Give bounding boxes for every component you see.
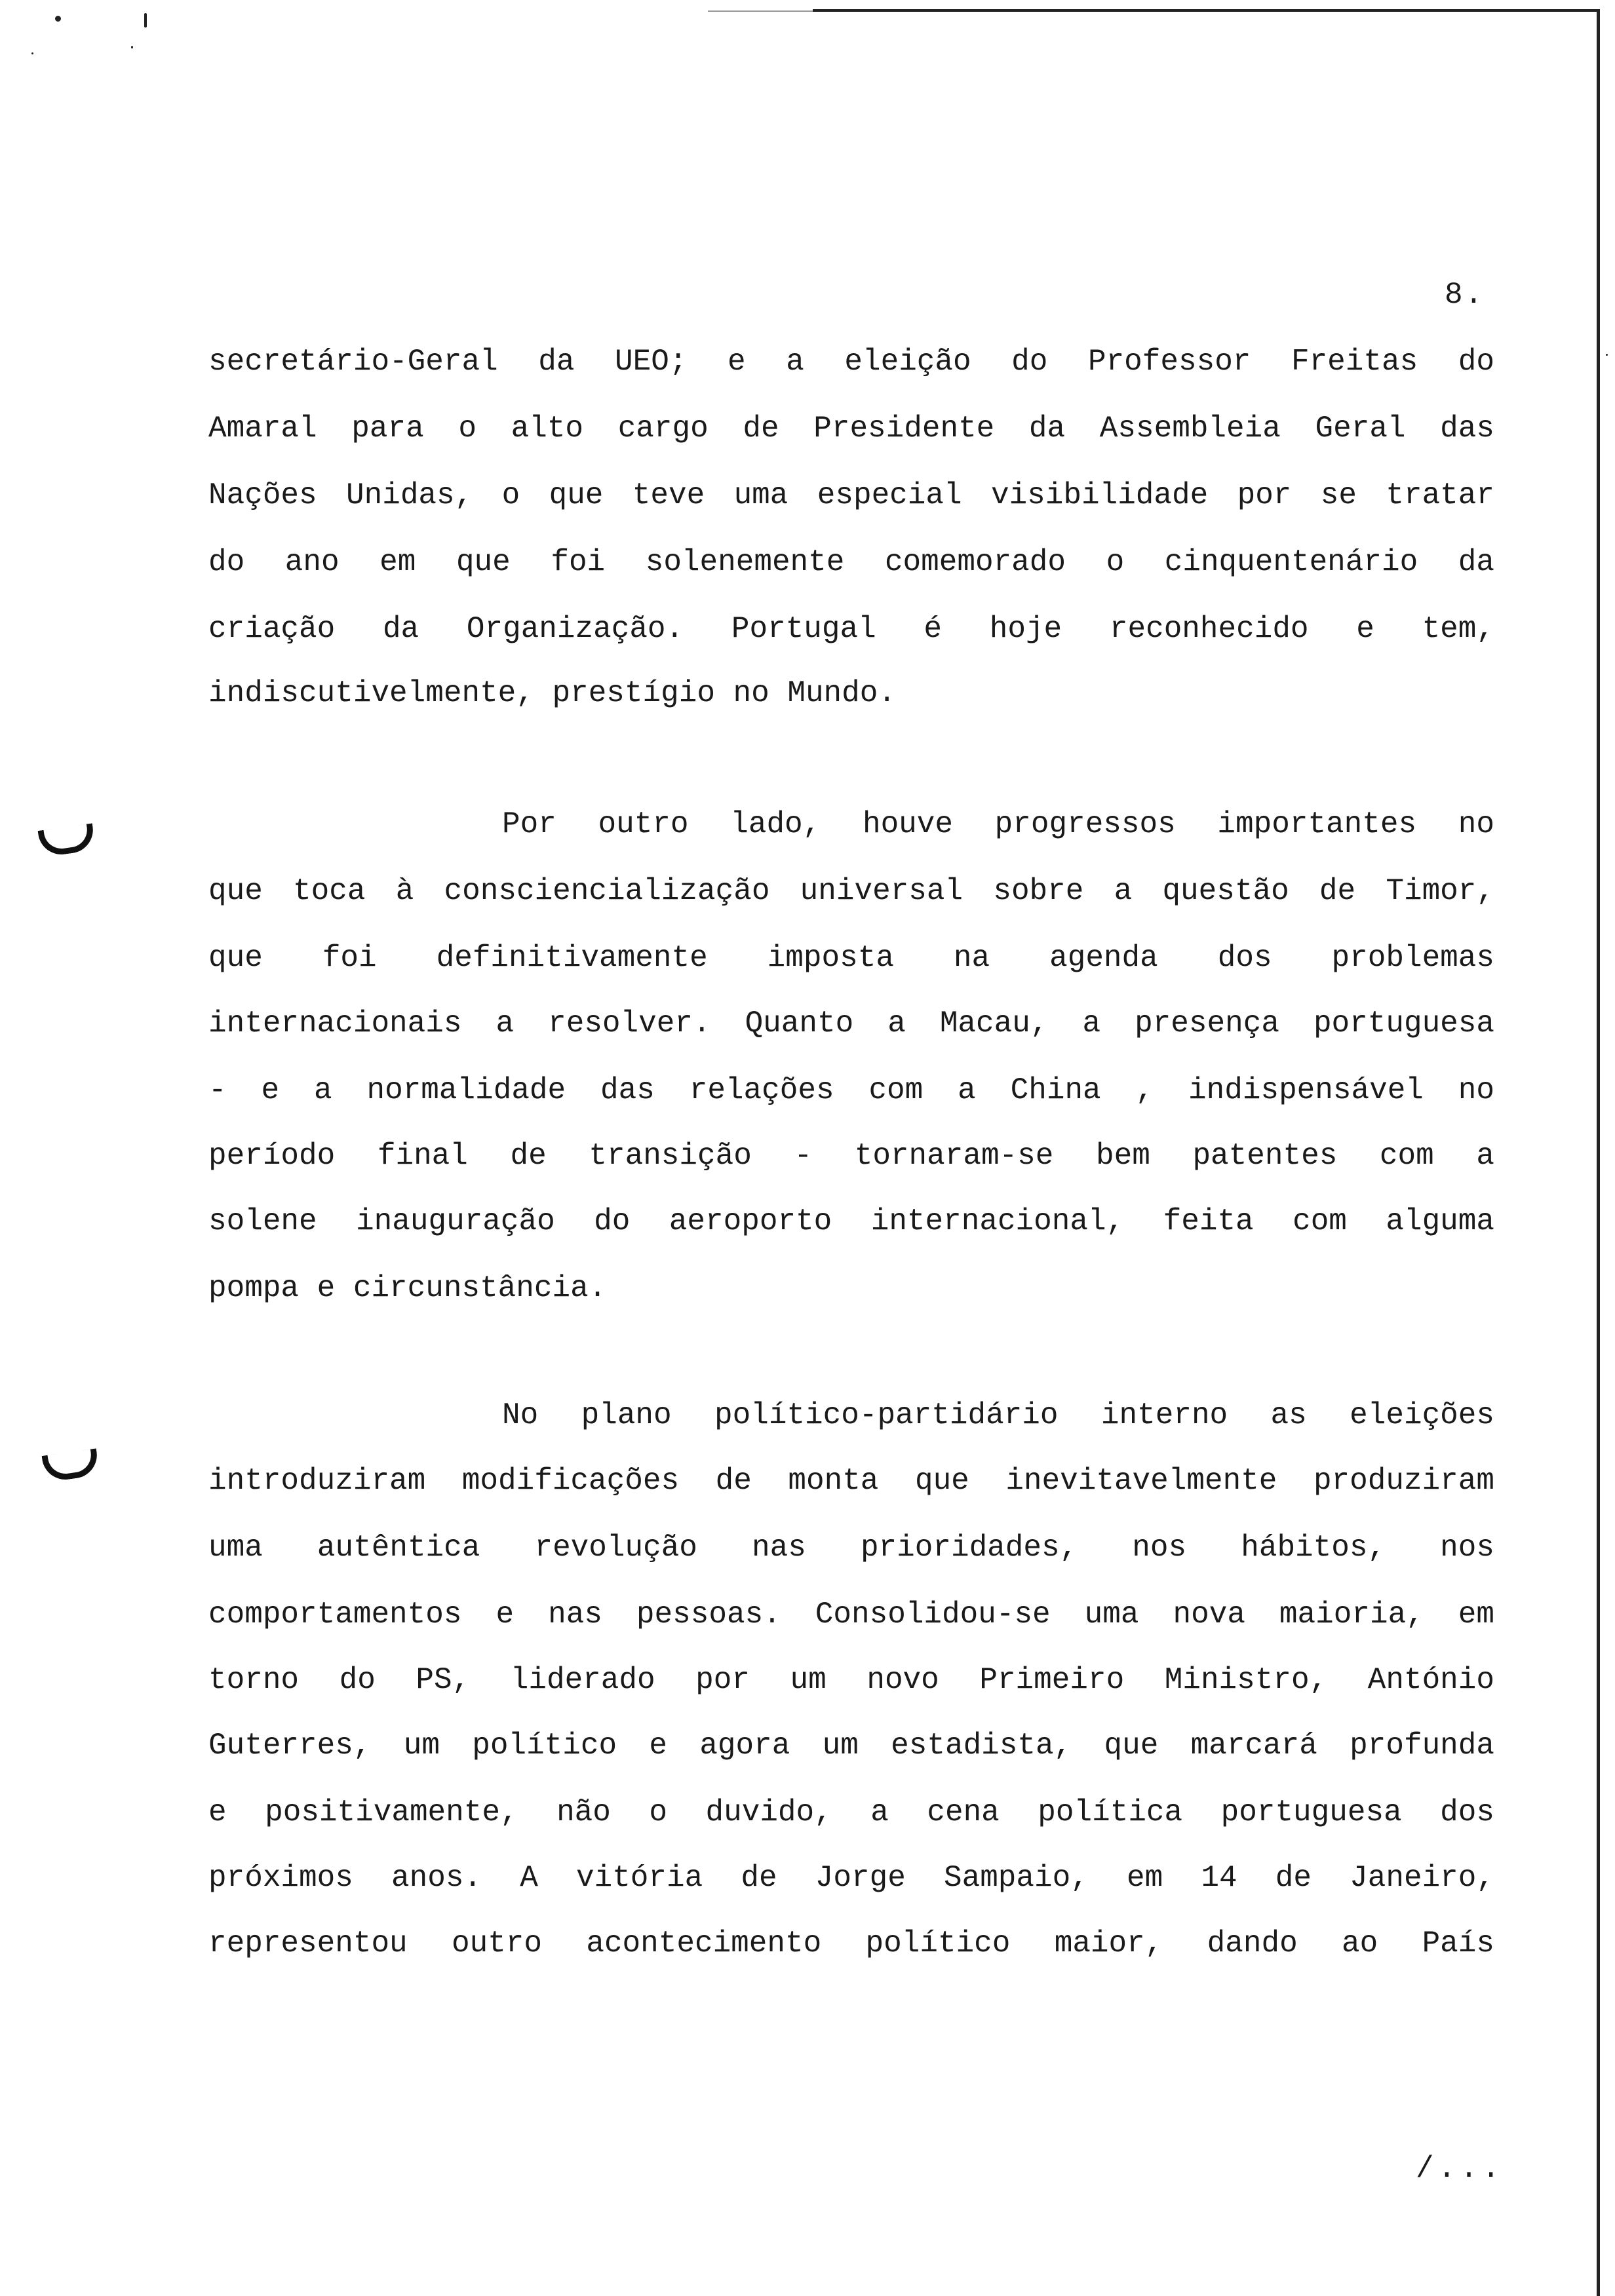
paragraph-2-line-1: Por outro lado, houve progressos importantes no bbox=[502, 807, 1494, 841]
scan-speck bbox=[31, 52, 33, 54]
paragraph-2-line-3: que foi definitivamente imposta na agenda dos problemas bbox=[208, 941, 1494, 975]
paragraph-1-line-4: do ano em que foi solenemente comemorado o cinquentenário da bbox=[208, 545, 1494, 579]
paragraph-3-line-9: representou outro acontecimento político maior, dando ao País bbox=[208, 1926, 1494, 1961]
paragraph-2-line-7: solene inauguração do aeroporto internacional, feita com alguma bbox=[208, 1204, 1494, 1238]
paragraph-3-line-3: uma autêntica revolução nas prioridades, nos hábitos, nos bbox=[208, 1531, 1494, 1565]
scan-edge-faint bbox=[708, 10, 813, 12]
paragraph-3-line-4: comportamentos e nas pessoas. Consolidou-se uma nova maioria, em bbox=[208, 1598, 1494, 1632]
paragraph-2-line-8: pompa e circunstância. bbox=[208, 1271, 607, 1305]
scan-speck bbox=[55, 16, 61, 22]
paragraph-3-line-1: No plano político-partidário interno as eleições bbox=[502, 1398, 1494, 1432]
scan-edge-right bbox=[1597, 9, 1600, 2296]
paragraph-3-line-2: introduziram modificações de monta que inevitavelmente produziram bbox=[208, 1464, 1494, 1498]
paragraph-2-line-5: - e a normalidade das relações com a China , indispensável no bbox=[208, 1073, 1494, 1107]
paragraph-1-line-5: criação da Organização. Portugal é hoje reconhecido e tem, bbox=[208, 612, 1494, 646]
paragraph-2-line-2: que toca à consciencialização universal sobre a questão de Timor, bbox=[208, 874, 1494, 908]
paragraph-1-line-6: indiscutivelmente, prestígio no Mundo. bbox=[208, 676, 896, 710]
paragraph-2-line-6: período final de transição - tornaram-se bem patentes com a bbox=[208, 1139, 1494, 1173]
paragraph-3-line-6: Guterres, um político e agora um estadista, que marcará profunda bbox=[208, 1729, 1494, 1763]
paragraph-3-line-8: próximos anos. A vitória de Jorge Sampaio, em 14 de Janeiro, bbox=[208, 1861, 1494, 1895]
paragraph-2-line-4: internacionais a resolver. Quanto a Macau, a presença portuguesa bbox=[208, 1006, 1494, 1041]
punch-hole-mark bbox=[42, 1448, 100, 1482]
punch-hole-mark bbox=[38, 823, 96, 857]
scan-speck bbox=[144, 13, 147, 28]
paragraph-3-line-7: e positivamente, não o duvido, a cena política portuguesa dos bbox=[208, 1795, 1494, 1829]
paragraph-1-line-2: Amaral para o alto cargo de Presidente da Assembleia Geral das bbox=[208, 411, 1494, 446]
paragraph-1-line-1: secretário-Geral da UEO; e a eleição do Professor Freitas do bbox=[208, 345, 1494, 379]
page-number: 8. bbox=[1445, 278, 1485, 312]
scan-edge-top bbox=[813, 9, 1597, 12]
paragraph-3-line-5: torno do PS, liderado por um novo Primeiro Ministro, António bbox=[208, 1663, 1494, 1697]
scan-speck bbox=[131, 46, 133, 48]
scan-speck bbox=[1606, 354, 1608, 356]
paragraph-1-line-3: Nações Unidas, o que teve uma especial visibilidade por se tratar bbox=[208, 478, 1494, 512]
continuation-mark: /... bbox=[1416, 2152, 1504, 2186]
